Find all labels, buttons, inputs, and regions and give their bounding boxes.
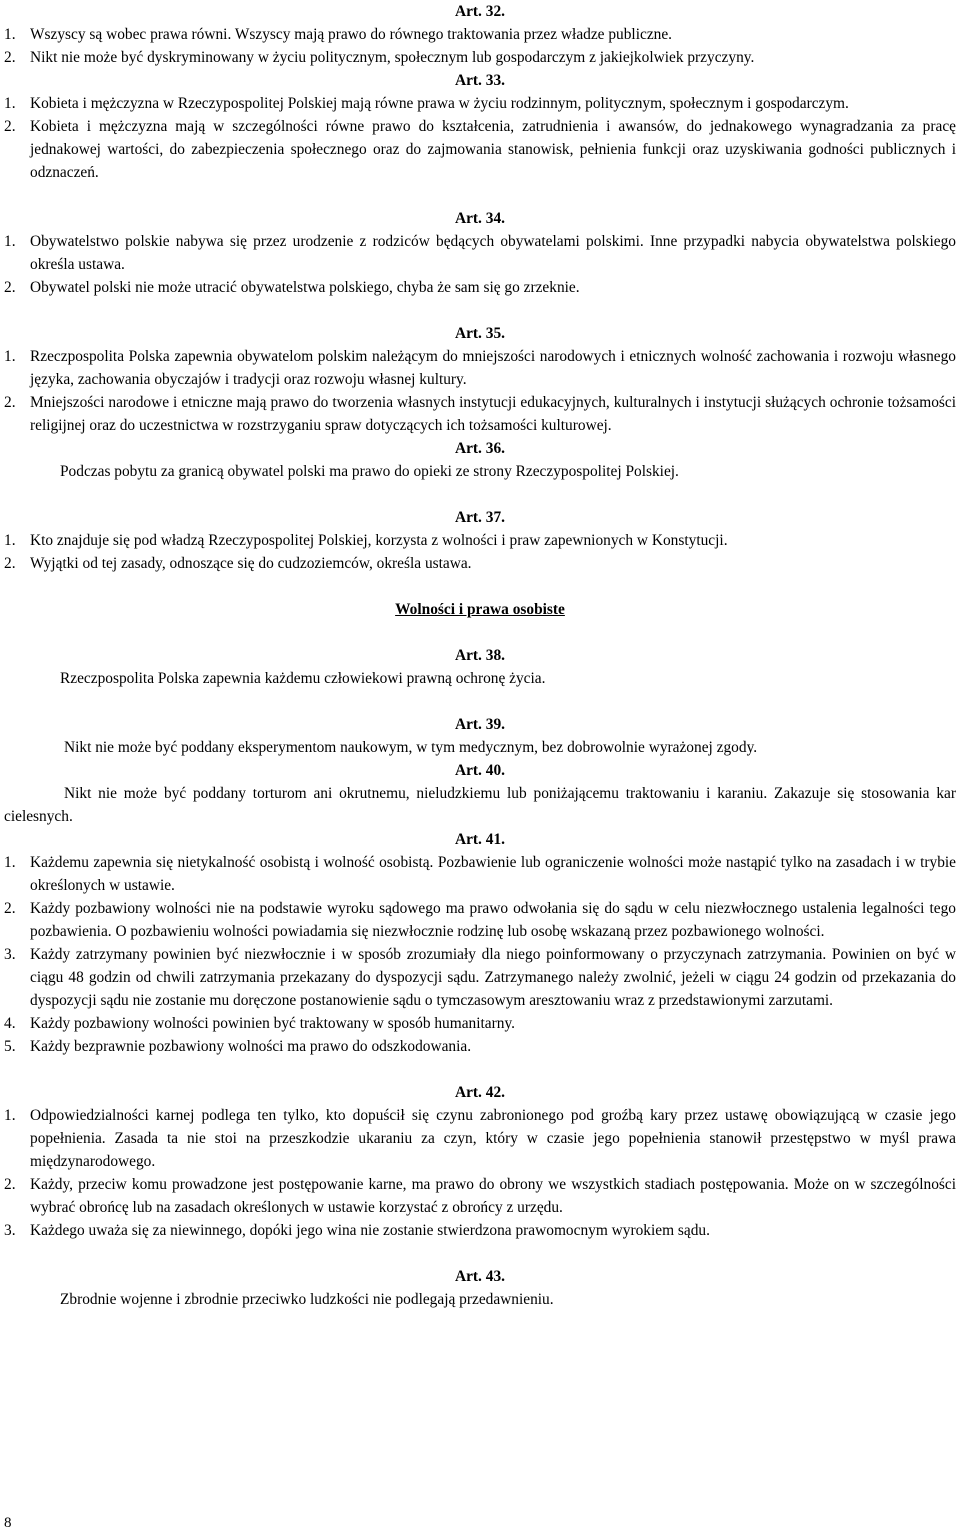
article-item <box>0 1173 960 1219</box>
article-title: Art. 36. <box>454 440 505 457</box>
article-item <box>0 897 960 943</box>
item-number: 2. <box>4 900 16 917</box>
article-item <box>0 1012 960 1035</box>
article-title: Art. 39. <box>454 716 505 733</box>
item-text: Każdy pozbawiony wolności nie na podstawie wyroku sądowego ma prawo odwołania się do sądu w celu niezwłocznego ustalenia legalności tego pozbawienia. O pozbawieniu wolności powiadamia się niezwłocznie rodzinę lub osobę wskazaną przez pozbawionego wolności. <box>30 900 956 940</box>
article-item <box>0 529 960 552</box>
article-item <box>0 1035 960 1058</box>
article-title: Art. 42. <box>454 1084 505 1101</box>
article-item <box>0 1104 960 1173</box>
article-title: Art. 33. <box>454 72 505 89</box>
article-item <box>0 943 960 1012</box>
item-text: Nikt nie może być dyskryminowany w życiu politycznym, społecznym lub gospodarczym z jakiejkolwiek przyczyny. <box>30 49 755 66</box>
article-text: Nikt nie może być poddany torturom ani okrutnemu, nieludzkiemu lub poniżającemu traktowaniu i karaniu. Zakazuje się stosowania kar cielesnych. <box>4 785 956 825</box>
article-item <box>0 276 960 299</box>
article-title: Art. 32. <box>454 3 505 20</box>
item-number: 1. <box>4 233 16 250</box>
item-text: Kobieta i mężczyzna mają w szczególności równe prawo do kształcenia, zatrudnienia i awansów, do jednakowego wynagradzania za pracę jednakowej wartości, do zabezpieczenia społecznego oraz do zajmowania stanowisk, pełnienia funkcji oraz uzyskiwania godności publicznych i odznaczeń. <box>30 118 956 181</box>
item-number: 1. <box>4 532 16 549</box>
article-item <box>0 230 960 276</box>
item-number: 4. <box>4 1015 16 1032</box>
item-text: Kto znajduje się pod władzą Rzeczypospolitej Polskiej, korzysta z wolności i praw zapewnionych w Konstytucji. <box>30 532 728 549</box>
article-title: Art. 34. <box>454 210 505 227</box>
article-text: Zbrodnie wojenne i zbrodnie przeciwko ludzkości nie podlegają przedawnieniu. <box>60 1291 554 1308</box>
article-title: Art. 38. <box>454 647 505 664</box>
spacer <box>0 483 960 506</box>
article-item <box>0 391 960 437</box>
item-number: 2. <box>4 1176 16 1193</box>
item-number: 2. <box>4 555 16 572</box>
item-number: 1. <box>4 854 16 871</box>
item-number: 1. <box>4 95 16 112</box>
item-text: Rzeczpospolita Polska zapewnia obywatelom polskim należącym do mniejszości narodowych i etnicznych wolność zachowania i rozwoju własnego języka, zachowania obyczajów i tradycji oraz rozwoju własnej kultury. <box>30 348 956 388</box>
item-text: Mniejszości narodowe i etniczne mają prawo do tworzenia własnych instytucji edukacyjnych, kulturalnych i instytucji służących ochronie tożsamości religijnej oraz do uczestnictwa w rozstrzyganiu spraw dotyczących ich tożsamości kulturowej. <box>30 394 956 434</box>
article-item <box>0 851 960 897</box>
item-number: 2. <box>4 279 16 296</box>
article-title: Art. 37. <box>454 509 505 526</box>
spacer <box>0 299 960 322</box>
item-text: Obywatel polski nie może utracić obywatelstwa polskiego, chyba że sam się go zrzeknie. <box>30 279 580 296</box>
article-title: Art. 40. <box>454 762 505 779</box>
item-text: Wyjątki od tej zasady, odnoszące się do cudzoziemców, określa ustawa. <box>30 555 472 572</box>
article-item <box>0 345 960 391</box>
item-text: Każdy zatrzymany powinien być niezwłocznie i w sposób zrozumiały dla niego poinformowany o przyczynach zatrzymania. Powinien on być w ciągu 48 godzin od chwili zatrzymania przekazany do dyspozycji sądu. Zatrzymanego należy zwolnić, jeżeli w ciągu 24 godzin od przekazania do dyspozycji sądu nie zostanie mu doręczone postanowienie sądu o tymczasowym aresztowaniu wraz z przedstawionymi zarzutami. <box>30 946 956 1009</box>
article-text: Nikt nie może być poddany eksperymentom naukowym, w tym medycznym, bez dobrowolnie wyrażonej zgody. <box>64 739 758 756</box>
article-item <box>0 1219 960 1242</box>
article-item <box>0 46 960 69</box>
item-text: Każdego uważa się za niewinnego, dopóki jego wina nie zostanie stwierdzona prawomocnym wyrokiem sądu. <box>30 1222 710 1239</box>
article-item <box>0 92 960 115</box>
item-text: Każdy, przeciw komu prowadzone jest postępowanie karne, ma prawo do obrony we wszystkich stadiach postępowania. Może on w szczególności wybrać obrońcę lub na zasadach określonych w ustawie korzystać z obrońcy z urzędu. <box>30 1176 956 1216</box>
item-number: 5. <box>4 1038 16 1055</box>
item-number: 1. <box>4 348 16 365</box>
article-title: Art. 41. <box>454 831 505 848</box>
article-title: Art. 43. <box>454 1268 505 1285</box>
spacer <box>0 621 960 644</box>
item-number: 1. <box>4 26 16 43</box>
item-number: 2. <box>4 394 16 411</box>
article-text: Rzeczpospolita Polska zapewnia każdemu człowiekowi prawną ochronę życia. <box>60 670 546 687</box>
item-text: Każdy bezprawnie pozbawiony wolności ma prawo do odszkodowania. <box>30 1038 472 1055</box>
item-number: 2. <box>4 118 16 135</box>
article-item <box>0 115 960 184</box>
spacer <box>0 1242 960 1265</box>
article-text: Podczas pobytu za granicą obywatel polski ma prawo do opieki ze strony Rzeczypospolitej Polskiej. <box>60 463 679 480</box>
page-number: 8 <box>4 1515 12 1531</box>
item-number: 3. <box>4 946 16 963</box>
item-number: 3. <box>4 1222 16 1239</box>
section-heading: Wolności i prawa osobiste <box>395 601 565 618</box>
spacer <box>0 690 960 713</box>
article-item <box>0 23 960 46</box>
item-text: Odpowiedzialności karnej podlega ten tylko, kto dopuścił się czynu zabronionego pod groźbą kary przez ustawę obowiązującą w czasie jego popełnienia. Zasada ta nie stoi na przeszkodzie ukaraniu za czyn, który w czasie jego popełnienia stanowił przestępstwo w myśl prawa międzynarodowego. <box>30 1107 956 1170</box>
item-text: Kobieta i mężczyzna w Rzeczypospolitej Polskiej mają równe prawa w życiu rodzinnym, politycznym, społecznym i gospodarczym. <box>30 95 849 112</box>
item-text: Wszyscy są wobec prawa równi. Wszyscy mają prawo do równego traktowania przez władze publiczne. <box>30 26 673 43</box>
item-text: Każdemu zapewnia się nietykalność osobistą i wolność osobistą. Pozbawienie lub ograniczenie wolności może nastąpić tylko na zasadach i w trybie określonych w ustawie. <box>30 854 956 894</box>
spacer <box>0 184 960 207</box>
item-number: 1. <box>4 1107 16 1124</box>
item-text: Obywatelstwo polskie nabywa się przez urodzenie z rodziców będących obywatelami polskimi. Inne przypadki nabycia obywatelstwa polskiego określa ustawa. <box>30 233 956 273</box>
article-title: Art. 35. <box>454 325 505 342</box>
article-item <box>0 552 960 575</box>
spacer <box>0 575 960 598</box>
spacer <box>0 1058 960 1081</box>
item-number: 2. <box>4 49 16 66</box>
item-text: Każdy pozbawiony wolności powinien być traktowany w sposób humanitarny. <box>30 1015 515 1032</box>
